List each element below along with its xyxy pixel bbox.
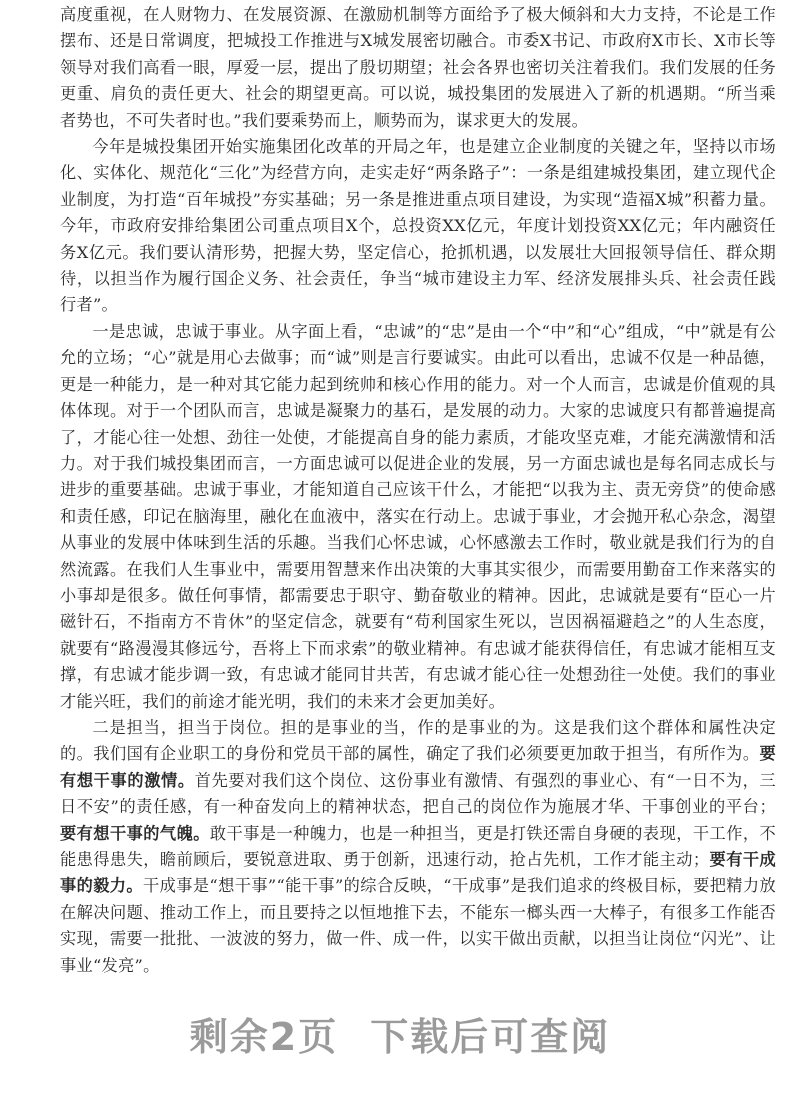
text-run: 高度重视，在人财物力、在发展资源、在激励机制等方面给予了极大倾斜和大力支持，不论是工作摆布、还是日常调度，把城投工作推进与X城发展密切融合。市委X书记、市政府X市长、X市长等领导对我们高看一眼，厚爱一层，提出了殷切期望；社会各界也密切关注着我们。我们发展的任务更重、肩负的责任更大、社会的期望更高。可以说，城投集团的发展进入了新的机遇期。“所当乘者势也，不可失者时也。”我们要乘势而上，顺势而为，谋求更大的发展。: [60, 5, 776, 130]
text-run: 今年是城投集团开始实施集团化改革的开局之年，也是建立企业制度的关键之年，坚持以市场化、实体化、规范化“三化”为经营方向，走实走好“两条路子”：一条是组建城投集团，建立现代企业制度，为打造“百年城投”夯实基础；另一条是推进重点项目建设，为实现“造福X城”积蓄力量。今年，市政府安排给集团公司重点项目X个，总投资XX亿元，年度计划投资XX亿元；年内融资任务X亿元。我们要认清形势，把握大势，坚定信心，抢抓机遇，以发展壮大回报领导信任、群众期待，以担当作为履行国企义务、社会责任，争当“城市建设主力军、经济发展排头兵、社会责任践行者”。: [60, 137, 776, 315]
text-run: 敢干事是一种魄力，也是一种担当，更是打铁还需自身硬的表现，干工作，不能患得患失，瞻前顾后，要锐意进取、勇于创新，迅速行动，抢占先机，工作才能主动；: [60, 823, 777, 869]
text-run: 干成事是“想干事”“能干事”的综合反映，“干成事”是我们追求的终极目标，要把精力放在解决问题、推动工作上，而且要持之以恒地推下去，不能东一榔头西一大棒子，有很多工作能否实现，需要一批批、一波波的努力，做一件、成一件，以实干做出贡献，以担当让岗位“闪光”、让事业“发亮”。: [60, 876, 777, 975]
text-run: 首先要对我们这个岗位、这份事业有激情、有强烈的事业心、有“一日不为，三日不安”的责任感，有一种奋发向上的精神状态，把自己的岗位作为施展才华、干事创业的平台；: [60, 770, 776, 817]
document-body: [60, 2, 776, 979]
download-prompt-label: 下载后可查阅: [370, 1015, 611, 1059]
paragraph: [60, 134, 776, 319]
bold-heading-run: 要有想干事的激情。: [60, 744, 776, 790]
paragraph: [60, 715, 776, 979]
text-run: 一是忠诚，忠诚于事业。从字面上看，“忠诚”的“忠”是由一个“中”和“心”组成，“中”就是有公允的立场；“心”就是用心去做事；而“诚”则是言行要诚实。由此可以看出，忠诚不仅是一种品德，更是一种能力，是一种对其它能力起到统帅和核心作用的能力。对一个人而言，忠诚是价值观的具体体现。对于一个团队而言，忠诚是凝聚力的基石，是发展的动力。大家的忠诚度只有都普遍提高了，才能心往一处想、劲往一处使，才能提高自身的能力素质，才能攻坚克难，才能充满激情和活力。对于我们城投集团而言，一方面忠诚可以促进企业的发展，另一方面忠诚也是每名同志成长与进步的重要基础。忠诚于事业，才能知道自己应该干什么，才能把“以我为主、责无旁贷”的使命感和责任感，印记在脑海里，融化在血液中，落实在行动上。忠诚于事业，才会抛开私心杂念，渴望从事业的发展中体味到生活的乐趣。当我们心怀忠诚，心怀感激去工作时，敬业就是我们行为的自然流露。在我们人生事业中，需要用智慧来作出决策的大事其实很少，而需要用勤奋工作来落实的小事却是很多。做任何事情，都需要忠于职守、勤奋敬业的精神。因此，忠诚就是要有“臣心一片磁针石，不指南方不肯休”的坚定信念，就要有“苟利国家生死以，岂因祸福避趋之”的人生态度，就要有“路漫漫其修远兮，吾将上下而求索”的敬业精神。有忠诚才能获得信任，有忠诚才能相互支撑，有忠诚才能步调一致，有忠诚才能同甘共苦，有忠诚才能心往一处想劲往一处使。我们的事业才能兴旺，我们的前途才能光明，我们的未来才会更加美好。: [60, 321, 776, 711]
bold-heading-run: 要有想干事的气魄。: [60, 823, 210, 843]
download-banner[interactable]: [0, 1006, 800, 1061]
text-run: 二是担当，担当于岗位。担的是事业的当，作的是事业的为。这是我们这个群体和属性决定的。我们国有企业职工的身份和党员干部的属性，确定了我们必须要更加敢于担当，有所作为。: [60, 717, 776, 764]
paragraph: [60, 319, 776, 715]
bold-heading-run: 要有干成事的毅力。: [60, 850, 776, 896]
remaining-pages-label: 剩余2页: [189, 1015, 339, 1059]
paragraph: [60, 2, 776, 134]
